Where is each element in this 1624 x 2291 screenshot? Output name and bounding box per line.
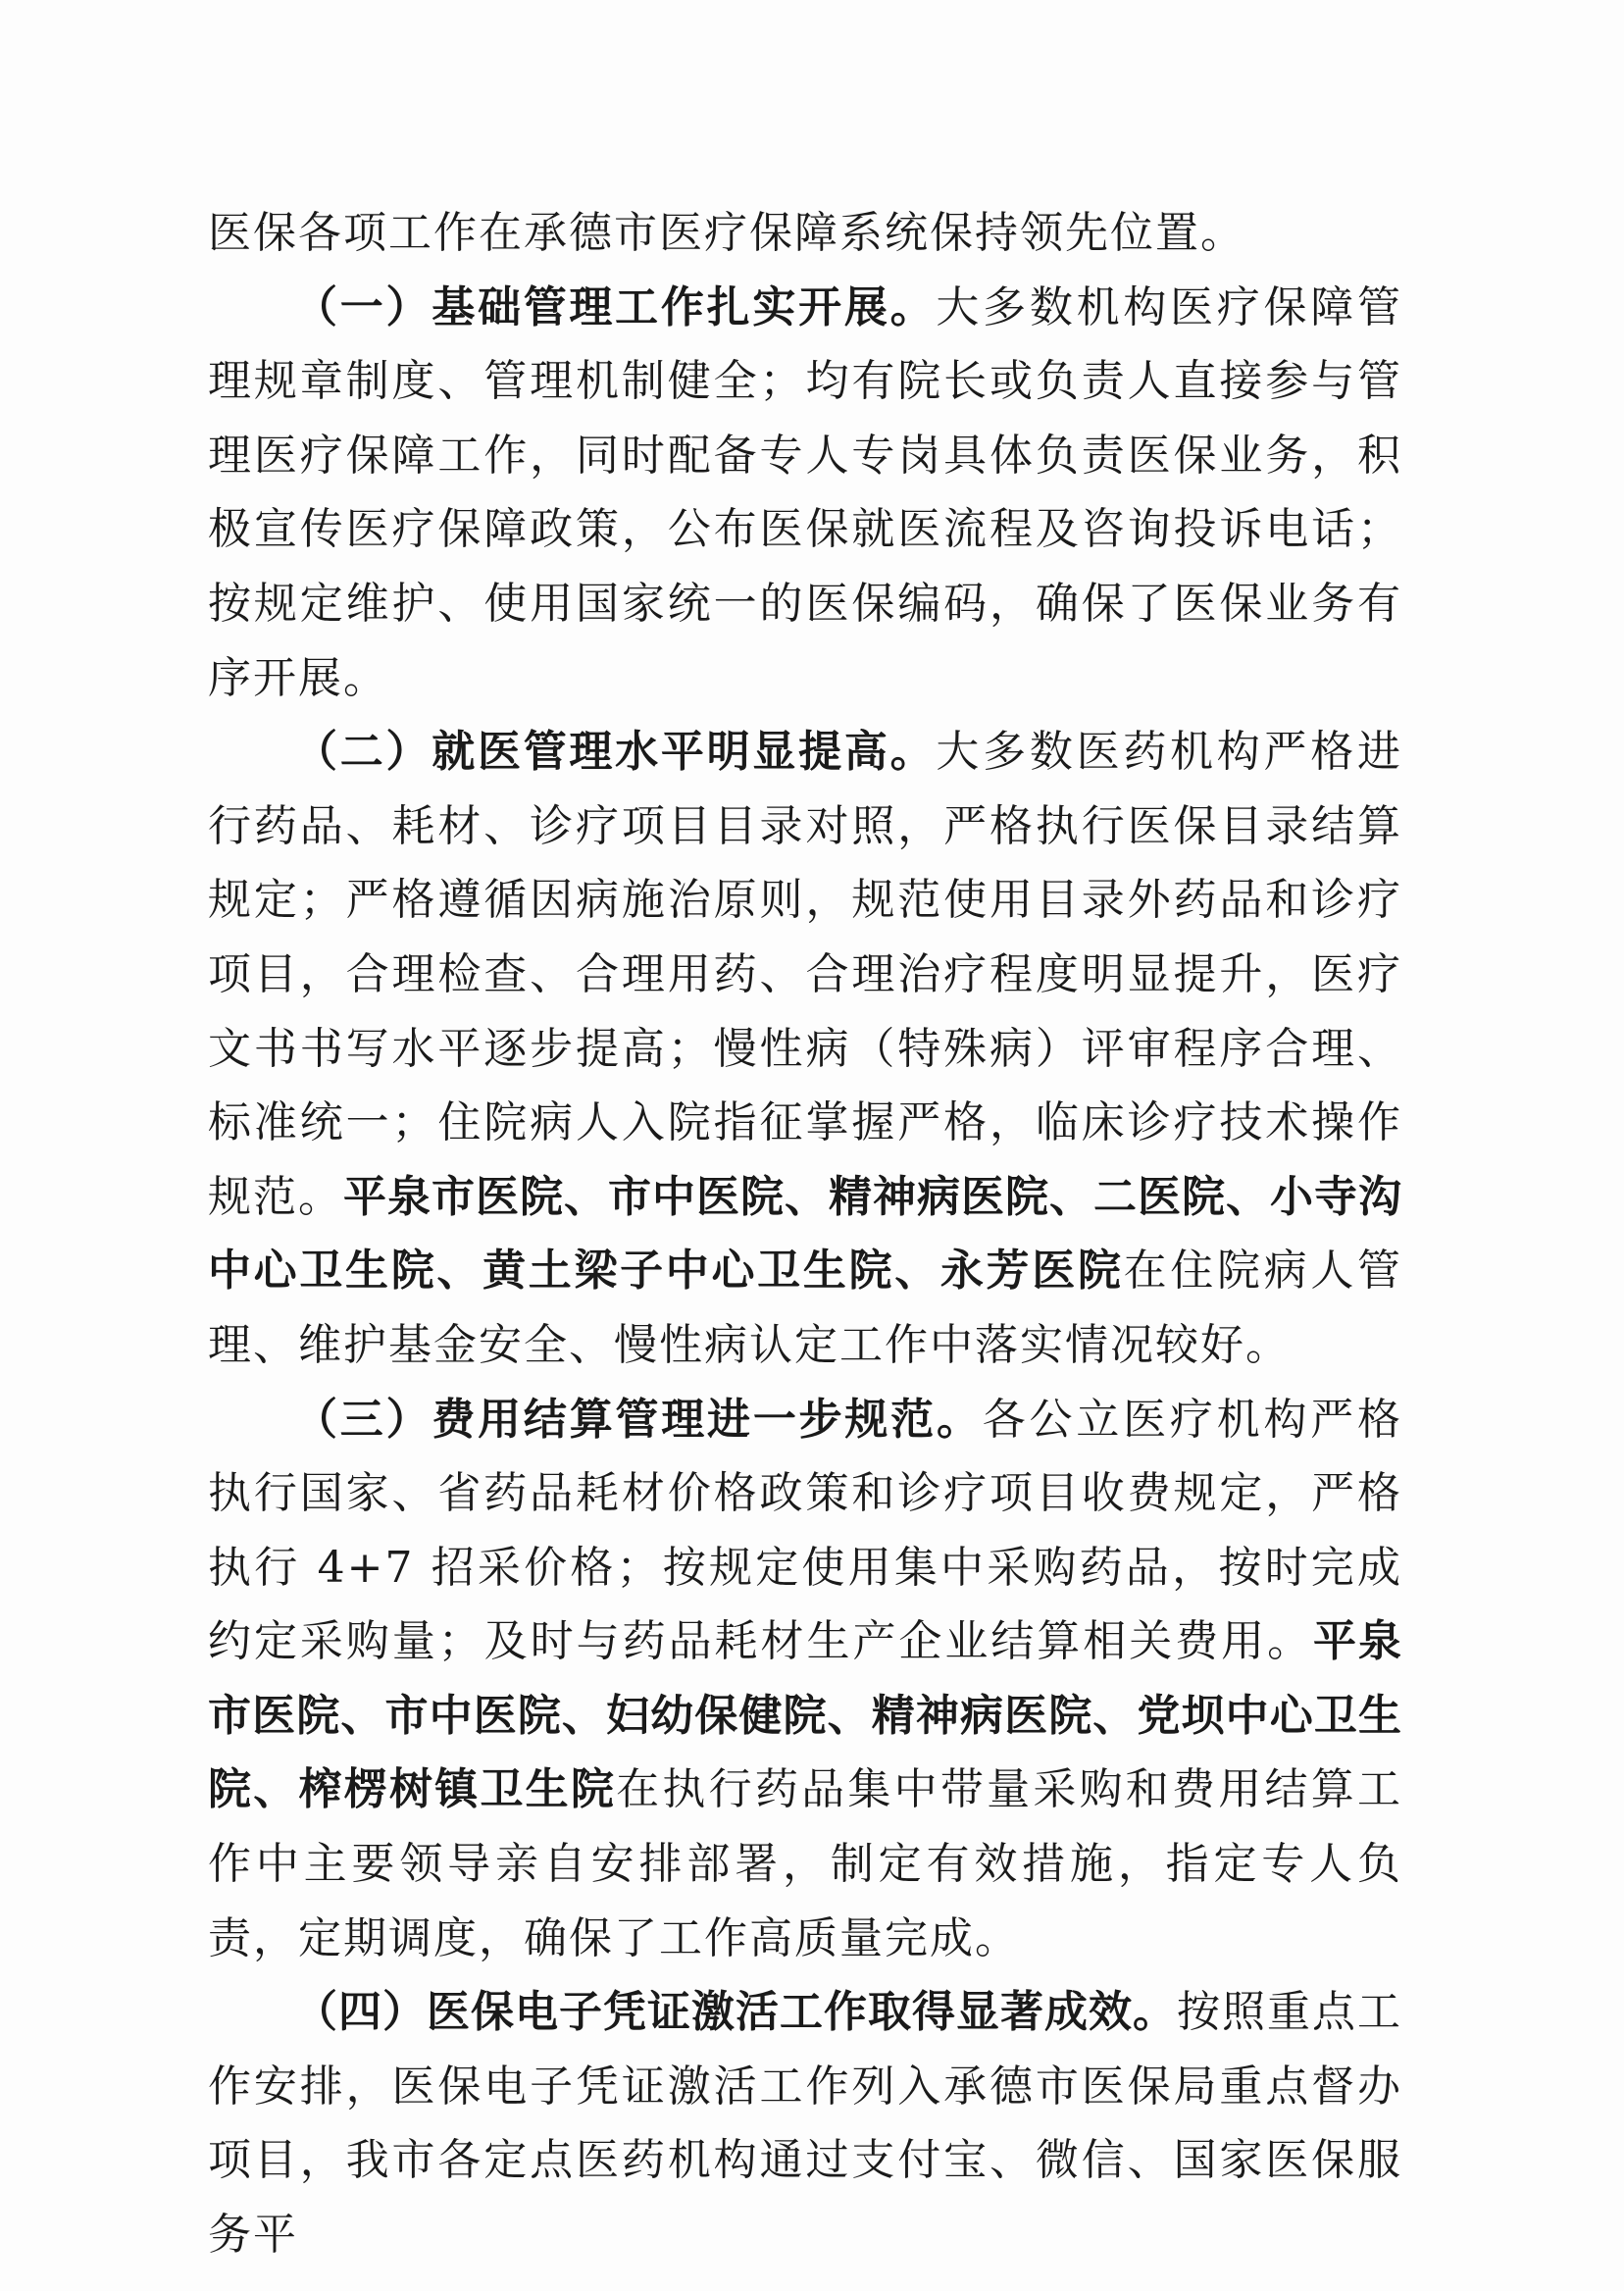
paragraph-continuation — [208, 196, 1402, 271]
paragraph-text: 大多数机构医疗保障管理规章制度、管理机制健全；均有院长或负责人直接参与管理医疗保障工作，同时配备专人专岗具体负责医保业务，积极宣传医疗保障政策，公布医保就医流程及咨询投诉电话；按规定维护、使用国家统一的医保编码，确保了医保业务有序开展。 — [208, 281, 1403, 703]
paragraph-text: 大多数医药机构严格进行药品、耗材、诊疗项目目录对照，严格执行医保目录结算规定；严格遵循因病施治原则，规范使用目录外药品和诊疗项目，合理检查、合理用药、合理治疗程度明显提升，医疗文书书写水平逐步提高；慢性病（特殊病）评审程序合理、标准统一；住院病人入院指征掌握严格，临床诊疗技术操作规范。 — [208, 727, 1403, 1222]
paragraph-text: 在住院病人管理、维护基金安全、慢性病认定工作中落实情况较好。 — [208, 1246, 1403, 1370]
paragraph-basic-management — [208, 271, 1402, 716]
highlighted-institutions: 平泉市医院、市中医院、精神病医院、二医院、小寺沟中心卫生院、黄土梁子中心卫生院、永芳医院 — [208, 1171, 1402, 1297]
paragraph-text: 在执行药品集中带量采购和费用结算工作中主要领导亲自安排部署，制定有效措施，指定专人负责，定期调度，确保了工作高质量完成。 — [208, 1764, 1403, 1963]
section-heading-2: （二）就医管理水平明显提高。 — [294, 727, 937, 778]
document-body — [208, 196, 1402, 2272]
section-heading-1: （一）基础管理工作扎实开展。 — [294, 281, 937, 332]
paragraph-text: 按照重点工作安排，医保电子凭证激活工作列入承德市医保局重点督办项目，我市各定点医药机构通过支付宝、微信、国家医保服务平 — [208, 1987, 1402, 2261]
paragraph-medical-management — [208, 715, 1402, 1382]
paragraph-electronic-voucher — [208, 1975, 1402, 2271]
section-heading-3: （三）费用结算管理进一步规范。 — [294, 1394, 983, 1445]
section-heading-4: （四）医保电子凭证激活工作取得显著成效。 — [294, 1987, 1177, 2038]
paragraph-settlement-management — [208, 1383, 1402, 1976]
paragraph-text: 医保各项工作在承德市医疗保障系统保持领先位置。 — [208, 208, 1245, 258]
highlighted-institutions: 平泉市医院、市中医院、妇幼保健院、精神病医院、党坝中心卫生院、榨楞树镇卫生院 — [208, 1616, 1403, 1815]
paragraph-text: 各公立医疗机构严格执行国家、省药品耗材价格政策和诊疗项目收费规定，严格执行 4+7 招采价格；按规定使用集中采购药品，按时完成约定采购量；及时与药品耗材生产企业结算相关费用。 — [208, 1394, 1403, 1667]
